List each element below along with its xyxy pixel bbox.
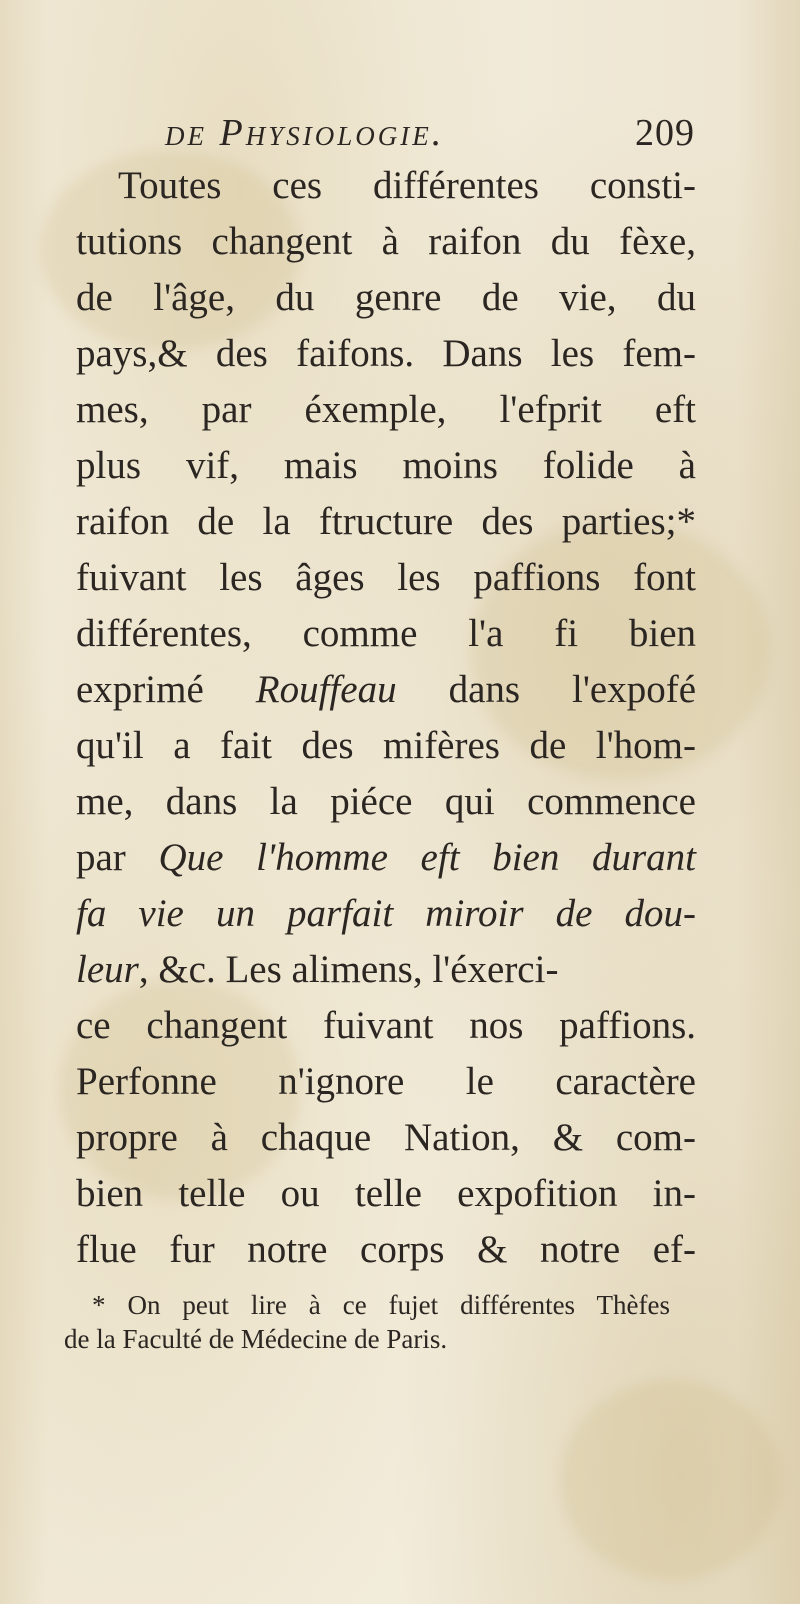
body-line: raifon de la ftructure des parties;*: [76, 500, 696, 543]
body-line: fa vie un parfait miroir de dou-: [76, 892, 696, 935]
body-line: plus vif, mais moins folide à: [76, 444, 696, 487]
body-line: mes, par éxemple, l'efprit eft: [76, 388, 696, 431]
body-text: exprimé: [76, 668, 204, 711]
body-line: qu'il a fait des mifères de l'hom-: [76, 724, 696, 767]
footnote-line: * On peut lire à ce fujet différentes Thèfes: [92, 1290, 670, 1320]
body-line: [76, 664, 696, 716]
running-head: [165, 108, 695, 158]
italic-quote: Que l'homme eft bien durant: [158, 836, 696, 879]
body-text: , &c. Les alimens, l'éxerci-: [138, 948, 559, 991]
body-line: de l'âge, du genre de vie, du: [76, 276, 696, 319]
body-line: propre à chaque Nation, & com-: [76, 1116, 696, 1159]
footnote-line: de la Faculté de Médecine de Paris.: [64, 1324, 448, 1354]
body-line: Toutes ces différentes consti-: [118, 164, 696, 207]
body-line: différentes, comme l'a fi bien: [76, 612, 696, 655]
italic-name: Rouffeau: [255, 668, 397, 711]
body-line: bien telle ou telle expofition in-: [76, 1172, 696, 1215]
body-line: me, dans la piéce qui commence: [76, 780, 696, 823]
body-line: Perfonne n'ignore le caractère: [76, 1060, 696, 1103]
body-line: [76, 832, 696, 884]
body-line: tutions changent à raifon du fèxe,: [76, 220, 696, 263]
italic-quote: leur: [76, 948, 139, 991]
running-head-title: de Physiologie.: [165, 112, 445, 154]
page-number: 209: [635, 112, 695, 154]
body-line: ce changent fuivant nos paffions.: [76, 1004, 696, 1047]
body-line: pays,& des faifons. Dans les fem-: [76, 332, 696, 375]
body-line: fuivant les âges les paffions font: [76, 556, 696, 599]
body-text: par: [76, 836, 126, 879]
body-line: [76, 944, 696, 996]
body-text: dans l'expofé: [448, 668, 696, 711]
body-line: flue fur notre corps & notre ef-: [76, 1228, 696, 1271]
